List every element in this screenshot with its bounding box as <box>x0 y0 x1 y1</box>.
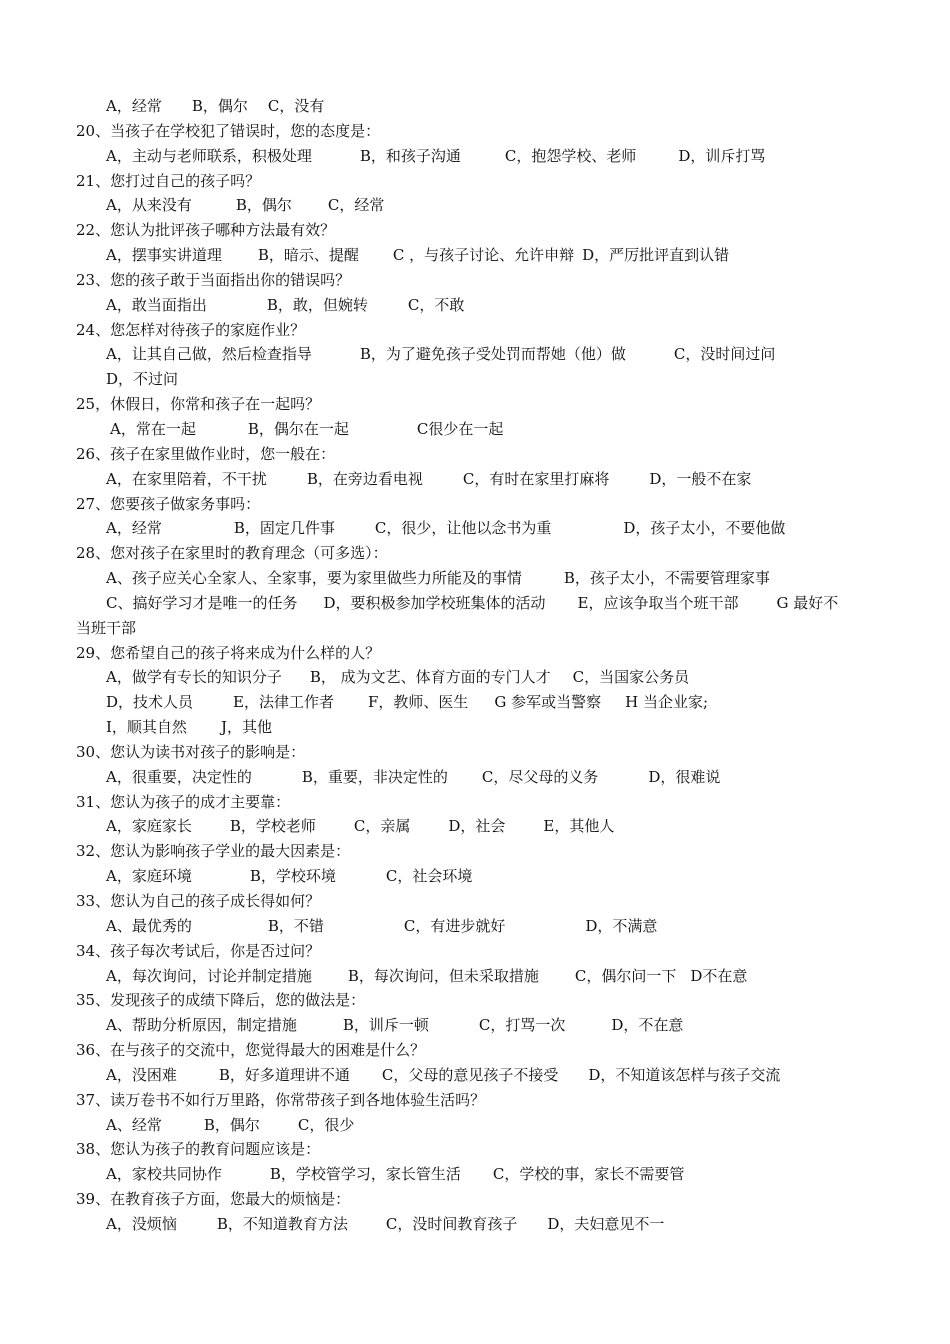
answer-option: A，很重要，决定性的 <box>106 767 252 786</box>
answer-option: A，没困难 <box>106 1065 177 1084</box>
answer-option: C，打骂一次 <box>478 1016 566 1035</box>
question-text: 27、您要孩子做家务事吗： <box>76 494 261 513</box>
answer-option: C，抱怨学校、老师 <box>504 146 637 165</box>
answer-option: A，常在一起 <box>110 419 196 438</box>
answer-option: D，训斥打骂 <box>678 146 766 165</box>
answer-option: A，家校共同协作 <box>106 1165 222 1184</box>
answer-options <box>0 566 950 591</box>
answer-option: D，夫妇意见不一 <box>547 1214 665 1233</box>
answer-option: C、搞好学习才是唯一的任务 <box>106 593 298 612</box>
question-text: 20、当孩子在学校犯了错误时，您的态度是： <box>76 121 381 140</box>
option-continuation: D，不过问 <box>106 370 179 389</box>
answer-option: B，每次询问，但未采取措施 <box>347 966 539 985</box>
answer-options <box>0 193 950 218</box>
answer-option: B，学校管学习，家长管生活 <box>269 1165 461 1184</box>
answer-option: B，训斥一顿 <box>342 1016 429 1035</box>
answer-options <box>0 665 950 690</box>
answer-options <box>0 467 950 492</box>
answer-options <box>0 94 950 119</box>
answer-option: A，家庭家长 <box>106 817 192 836</box>
question-text: 38、您认为孩子的教育问题应该是： <box>76 1140 321 1159</box>
answer-option: A，做学有专长的知识分子 <box>106 668 282 687</box>
answer-option: D，不知道该怎样与孩子交流 <box>588 1065 781 1084</box>
answer-options <box>0 1013 950 1038</box>
answer-option: A，敢当面指出 <box>106 295 207 314</box>
answer-option: B，固定几件事 <box>233 519 335 538</box>
answer-option: B，暗示、提醒 <box>257 246 359 265</box>
question-text: 30、您认为读书对孩子的影响是： <box>76 742 306 761</box>
answer-option: D不在意 <box>690 966 748 985</box>
answer-option: B，在旁边看电视 <box>306 469 423 488</box>
answer-option: A，每次询问，讨论并制定措施 <box>106 966 312 985</box>
answer-option: C，有时在家里打麻将 <box>462 469 610 488</box>
question-text: 32、您认为影响孩子学业的最大因素是： <box>76 842 351 861</box>
answer-option: F，教师、医生 <box>367 693 469 712</box>
answer-option: A，经常 <box>106 519 162 538</box>
answer-option: B，学校环境 <box>249 867 336 886</box>
answer-option: A，在家里陪着，不干扰 <box>106 469 267 488</box>
answer-option: E，其他人 <box>543 817 615 836</box>
answer-option: B，和孩子沟通 <box>359 146 461 165</box>
answer-option: D，社会 <box>448 817 506 836</box>
answer-option: B，孩子太小，不需要管理家事 <box>563 569 770 588</box>
answer-options <box>0 591 950 616</box>
answer-option: B，重要，非决定性的 <box>301 767 448 786</box>
answer-options <box>0 1063 950 1088</box>
answer-option: G 参军或当警察 <box>494 693 602 712</box>
answer-option: C，有进步就好 <box>403 916 506 935</box>
answer-option: B，为了避免孩子受处罚而帮她（他）做 <box>359 345 626 364</box>
answer-option: H 当企业家; <box>625 693 709 712</box>
answer-option: D，孩子太小，不要他做 <box>623 519 786 538</box>
option-continuation: 当班干部 <box>76 618 137 637</box>
answer-option: B，偶尔 <box>235 196 292 215</box>
question-text: 28、您对孩子在家里时的教育理念（可多选）： <box>76 544 388 563</box>
answer-option: A、孩子应关心全家人、全家事，要为家里做些力所能及的事情 <box>106 569 522 588</box>
answer-option: C，没时间教育孩子 <box>385 1214 518 1233</box>
answer-option: C，不敢 <box>407 295 465 314</box>
question-text: 21、您打过自己的孩子吗？ <box>76 171 261 190</box>
question-text: 36、在与孩子的交流中，您觉得最大的困难是什么？ <box>76 1041 426 1060</box>
answer-options <box>0 765 950 790</box>
answer-options <box>0 1212 950 1237</box>
answer-option: C ，与孩子讨论、允许申辩 <box>392 246 575 265</box>
answer-option: C很少在一起 <box>416 419 504 438</box>
question-text: 35、发现孩子的成绩下降后，您的做法是： <box>76 991 366 1010</box>
answer-option: B，不知道教育方法 <box>216 1214 348 1233</box>
answer-option: B，偶尔 <box>203 1115 260 1134</box>
answer-option: C，尽父母的义务 <box>481 767 599 786</box>
question-text: 31、您认为孩子的成才主要靠： <box>76 792 291 811</box>
answer-options <box>0 417 950 442</box>
answer-option: A、帮助分析原因，制定措施 <box>106 1016 297 1035</box>
answer-option: B，偶尔 <box>191 97 248 115</box>
answer-options <box>0 964 950 989</box>
answer-options <box>0 864 950 889</box>
answer-option: C，很少，让他以念书为重 <box>374 519 552 538</box>
answer-option: B，好多道理讲不通 <box>218 1065 350 1084</box>
answer-option: C，经常 <box>327 196 385 215</box>
answer-option: C，社会环境 <box>385 867 473 886</box>
answer-option: A、最优秀的 <box>106 916 192 935</box>
answer-options <box>0 516 950 541</box>
answer-option: D，严厉批评直到认错 <box>582 246 730 265</box>
answer-options <box>0 690 950 715</box>
answer-options <box>0 144 950 169</box>
answer-option: J，其他 <box>220 718 272 737</box>
question-text: 39、在教育孩子方面，您最大的烦恼是： <box>76 1190 351 1209</box>
answer-options <box>0 1162 950 1187</box>
answer-options <box>0 814 950 839</box>
question-text: 25，休假日，你常和孩子在一起吗？ <box>76 395 321 414</box>
answer-option: D，不满意 <box>585 916 658 935</box>
answer-option: A，主动与老师联系，积极处理 <box>106 146 312 165</box>
answer-option: C，亲属 <box>353 817 411 836</box>
answer-option: B，不错 <box>267 916 324 935</box>
answer-option: A，从来没有 <box>106 196 192 215</box>
answer-option: D，一般不在家 <box>649 469 752 488</box>
answer-options <box>0 715 950 740</box>
answer-option: B，学校老师 <box>229 817 316 836</box>
answer-option: A、经常 <box>106 1115 162 1134</box>
answer-option: B，敢，但婉转 <box>266 295 368 314</box>
answer-option: C，很少 <box>297 1115 355 1134</box>
answer-option: A，没烦恼 <box>106 1214 177 1233</box>
answer-option: C，父母的意见孩子不接受 <box>381 1065 559 1084</box>
answer-option: C，没时间过问 <box>673 345 776 364</box>
question-text: 33、您认为自己的孩子成长得如何？ <box>76 892 321 910</box>
survey-page <box>0 94 950 1237</box>
answer-option: A，家庭环境 <box>106 867 192 886</box>
answer-option: I，顺其自然 <box>106 718 187 737</box>
answer-option: A，让其自己做，然后检查指导 <box>106 345 312 364</box>
answer-option: D，不在意 <box>611 1016 684 1035</box>
question-text: 34、孩子每次考试后，你是否过问？ <box>76 941 321 960</box>
answer-options <box>0 342 950 367</box>
question-text: 24、您怎样对待孩子的家庭作业？ <box>76 320 306 339</box>
question-text: 26、孩子在家里做作业时，您一般在： <box>76 444 336 463</box>
question-text: 23、您的孩子敢于当面指出你的错误吗？ <box>76 270 351 289</box>
answer-option: B， 成为文艺、体育方面的专门人才 <box>309 668 551 687</box>
answer-option: E，应该争取当个班干部 <box>577 593 739 612</box>
answer-option: C，偶尔问一下 <box>574 966 677 985</box>
answer-option: C，当国家公务员 <box>572 668 690 687</box>
answer-option: B，偶尔在一起 <box>247 419 349 438</box>
answer-option: C，学校的事，家长不需要管 <box>492 1165 685 1184</box>
answer-options <box>0 293 950 318</box>
answer-options <box>0 1113 950 1138</box>
answer-option: C，没有 <box>267 97 325 115</box>
question-text: 37、读万卷书不如行万里路，你常带孩子到各地体验生活吗？ <box>76 1090 486 1109</box>
question-text: 29、您希望自己的孩子将来成为什么样的人？ <box>76 643 381 662</box>
answer-option: G 最好不 <box>776 593 839 612</box>
answer-option: A，摆事实讲道理 <box>106 246 222 265</box>
answer-option: E，法律工作者 <box>233 693 334 712</box>
answer-option: D，要积极参加学校班集体的活动 <box>323 593 546 612</box>
answer-option: A，经常 <box>106 97 162 115</box>
answer-options <box>0 243 950 268</box>
answer-option: D，很难说 <box>648 767 721 786</box>
answer-option: D，技术人员 <box>106 693 194 712</box>
question-text: 22、您认为批评孩子哪种方法最有效？ <box>76 221 336 240</box>
answer-options <box>0 914 950 939</box>
